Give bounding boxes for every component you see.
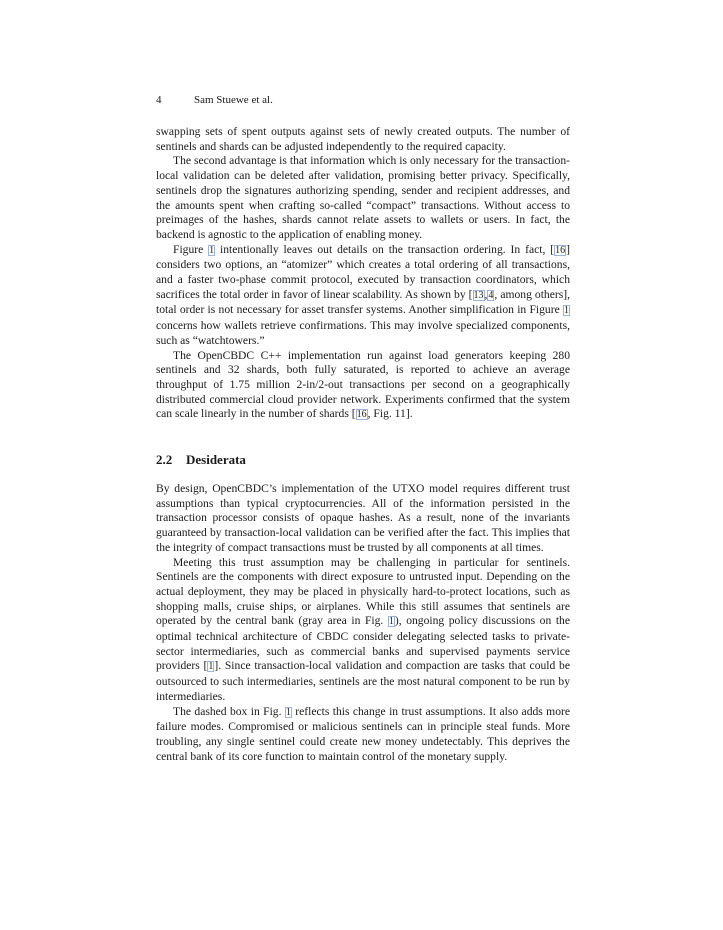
paragraph	[156, 482, 570, 556]
text-run: The OpenCBDC C++ implementation run against load generators keeping 280 sentinels and 32 shards, both fully saturated, is reported to achieve an average throughput of 1.75 million 2-in/2-out transactions per second on a geographically distributed commercial cloud provider network. Experiments confirmed that the system can scale linearly in the number of shards [	[156, 348, 570, 421]
section-heading	[156, 452, 246, 468]
section-title: Desiderata	[186, 452, 246, 467]
citation-link[interactable]: 1	[564, 305, 569, 317]
citation-link[interactable]: 1	[388, 616, 394, 628]
paragraph	[156, 705, 570, 765]
text-run: reflects this change in trust assumptions. It also adds more failure modes. Compromised or malicious sentinels can in principle steal funds. More troubling, any single sentinel could create new money undetectably. This deprives the central bank of its core function to maintain control of the monetary supply.	[156, 704, 571, 763]
paragraph	[156, 154, 570, 242]
text-run: Meeting this trust assumption may be challenging in particular for sentinels. Sentinels are the components with direct exposure to untrusted input. Depending on the actual deployment, they may be placed in physically hard-to-protect locations, such as shopping malls, cruise ships, or airplanes. While this still assumes that sentinels are operated by the central bank (gray area in Fig.	[156, 555, 570, 628]
running-title: Sam Stuewe et al.	[194, 94, 273, 106]
text-run: ] considers two options, an “atomizer” which creates a total ordering of all transactions, and a faster two-phase commit protocol, executed by transaction coordinators, which sacrifices the total order in favor of linear scalability. As shown by [	[156, 242, 570, 301]
text-run: model requires different trust assumptions than typical cryptocurrencies. All of the information persisted in the transaction processor consists of opaque hashes. As a result, none of the invariants guaranteed by transaction-local validation can be verified after the fact. This implies that the integrity of compact transactions must be trusted by all components at all times.	[156, 482, 571, 554]
text-run: The dashed box in Fig.	[173, 704, 285, 718]
citation-link[interactable]: 1	[285, 706, 291, 718]
text-run: concerns how wallets retrieve confirmations. This may involve specialized components, such as “watchtowers.”	[156, 319, 570, 347]
citation-link[interactable]: 4	[488, 289, 494, 301]
citation-link[interactable]: 13	[473, 289, 484, 301]
paragraph	[156, 556, 570, 705]
body-text-top	[156, 125, 570, 423]
running-header	[156, 94, 273, 106]
citation-link[interactable]: 1	[208, 661, 214, 673]
text-run: The second advantage is that information which is only necessary for the transaction-local validation can be deleted after validation, promising better privacy. Specifically, sentinels drop the signatures authorizing spending, sender and recipient addresses, and the amounts spent when crafting so-called “compact” transactions. Without access to preimages of the hashes, shards cannot relate assets to wallets or users. In fact, the backend is agnostic to the application of enabling money.	[156, 154, 570, 241]
paragraph	[156, 125, 570, 154]
citation-link[interactable]: 1	[209, 244, 215, 256]
citation-link[interactable]: 16	[356, 409, 367, 421]
text-run: , Fig. 11].	[367, 407, 413, 421]
text-run: Figure	[173, 242, 209, 256]
body-text-bottom	[156, 482, 570, 764]
text-run: ]. Since transaction-local validation and compaction are tasks that could be outsourced to such intermediaries, sentinels are the most natural component to be run by intermediaries.	[156, 659, 570, 703]
paragraph	[156, 349, 570, 424]
page-number: 4	[156, 94, 162, 106]
text-run: By design, OpenCBDC’s implementation of the	[156, 482, 393, 495]
small-caps-term: UTXO	[392, 482, 425, 495]
text-run: intentionally leaves out details on the transaction ordering. In fact, [	[215, 242, 555, 256]
text-run: ), ongoing policy discussions on the optimal technical architecture of CBDC consider delegating selected tasks to private-sector intermediaries, such as commercial banks and supervised payments service providers [	[156, 614, 570, 673]
citation-link[interactable]: 16	[555, 244, 566, 256]
section-number: 2.2	[156, 452, 173, 467]
text-run: ,	[484, 287, 488, 301]
text-run: , among others], total order is not necessary for asset transfer systems. Another simplification in Figure	[156, 287, 570, 317]
paragraph	[156, 243, 570, 349]
text-run: swapping sets of spent outputs against sets of newly created outputs. The number of sentinels and shards can be adjusted independently to the required capacity.	[156, 125, 570, 153]
